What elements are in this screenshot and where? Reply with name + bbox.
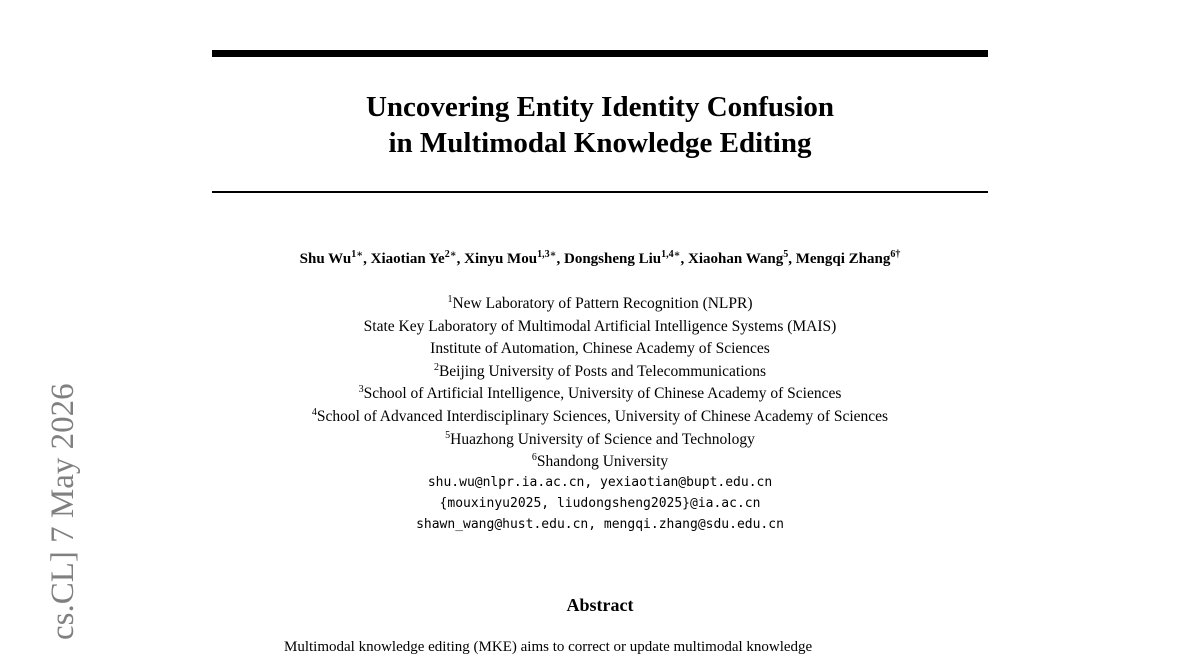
abstract-heading: Abstract <box>566 595 634 615</box>
title-line: Uncovering Entity Identity Confusion <box>365 91 835 123</box>
affiliation-line: $^3$School of Artificial Intelligence, University of Chinese Academy of Sciences <box>358 384 842 403</box>
author: Shu $Wu^{1∗}$, <box>299 249 371 267</box>
email-list <box>150 472 1050 535</box>
title-rule <box>212 191 988 193</box>
author: Dongsheng Liu$^{1,4∗}$, <box>563 249 689 267</box>
author: Xiaotian $Ye^{2∗}$, <box>370 249 465 267</box>
author-marker: 5 <box>783 249 789 260</box>
author-name: Mengqi Zhang <box>795 251 891 267</box>
author-name: Xiaohan Wang <box>688 251 784 267</box>
author-marker: 6† <box>890 249 901 260</box>
top-rule <box>212 50 988 57</box>
author-name: Dongsheng Liu <box>563 251 662 267</box>
author-name: Xiaotian Ye <box>370 251 445 267</box>
author: Xiaohan Wang$^5$, <box>688 249 796 267</box>
affiliation-line: State Key Laboratory of Multimodal Artificial Intelligence Systems (MAIS) <box>363 317 837 335</box>
author-marker: 2∗ <box>444 249 457 260</box>
affiliation-line: $^6$Shandong University <box>531 452 669 471</box>
author-name: Shu Wu <box>299 251 352 267</box>
arxiv-stamp: cs.CL] 7 May 2026 <box>45 383 81 640</box>
author <box>796 251 901 267</box>
affiliation-line: $^2$Beijing University of Posts and Telecommunications <box>433 361 767 380</box>
author: Xinyu Mou$^{1,3∗}$, <box>464 249 564 267</box>
author-list <box>150 249 1050 269</box>
affiliation-line: $^4$School of Advanced Interdisciplinary Sciences, University of Chinese Academy of Sciences <box>311 406 889 425</box>
author-marker: 1,3∗ <box>537 249 557 260</box>
abstract-text: Multimodal knowledge editing (MKE) aims to correct or update multimodal knowledge <box>284 639 813 655</box>
author-marker: 1∗ <box>351 249 364 260</box>
email-line: {mouxinyu2025, liudongsheng2025}@ia.ac.cn <box>439 496 761 511</box>
title-line: in Multimodal Knowledge Editing <box>388 127 812 159</box>
affiliation-line: $^1$New Laboratory of Pattern Recognition (NLPR) <box>447 293 753 312</box>
affiliation-line: $^5$Huazhong University of Science and Technology <box>445 429 755 448</box>
email-line: shawn_wang@hust.edu.cn, mengqi.zhang@sdu.edu.cn <box>416 517 784 532</box>
paper-title <box>212 89 988 161</box>
author-name: Xinyu Mou <box>464 251 538 267</box>
email-line: shu.wu@nlpr.ia.ac.cn, yexiaotian@bupt.edu.cn <box>427 475 773 490</box>
affiliation-list <box>150 293 1050 474</box>
author-marker: 1,4∗ <box>661 249 681 260</box>
affiliation-line: Institute of Automation, Chinese Academy of Sciences <box>430 340 770 358</box>
